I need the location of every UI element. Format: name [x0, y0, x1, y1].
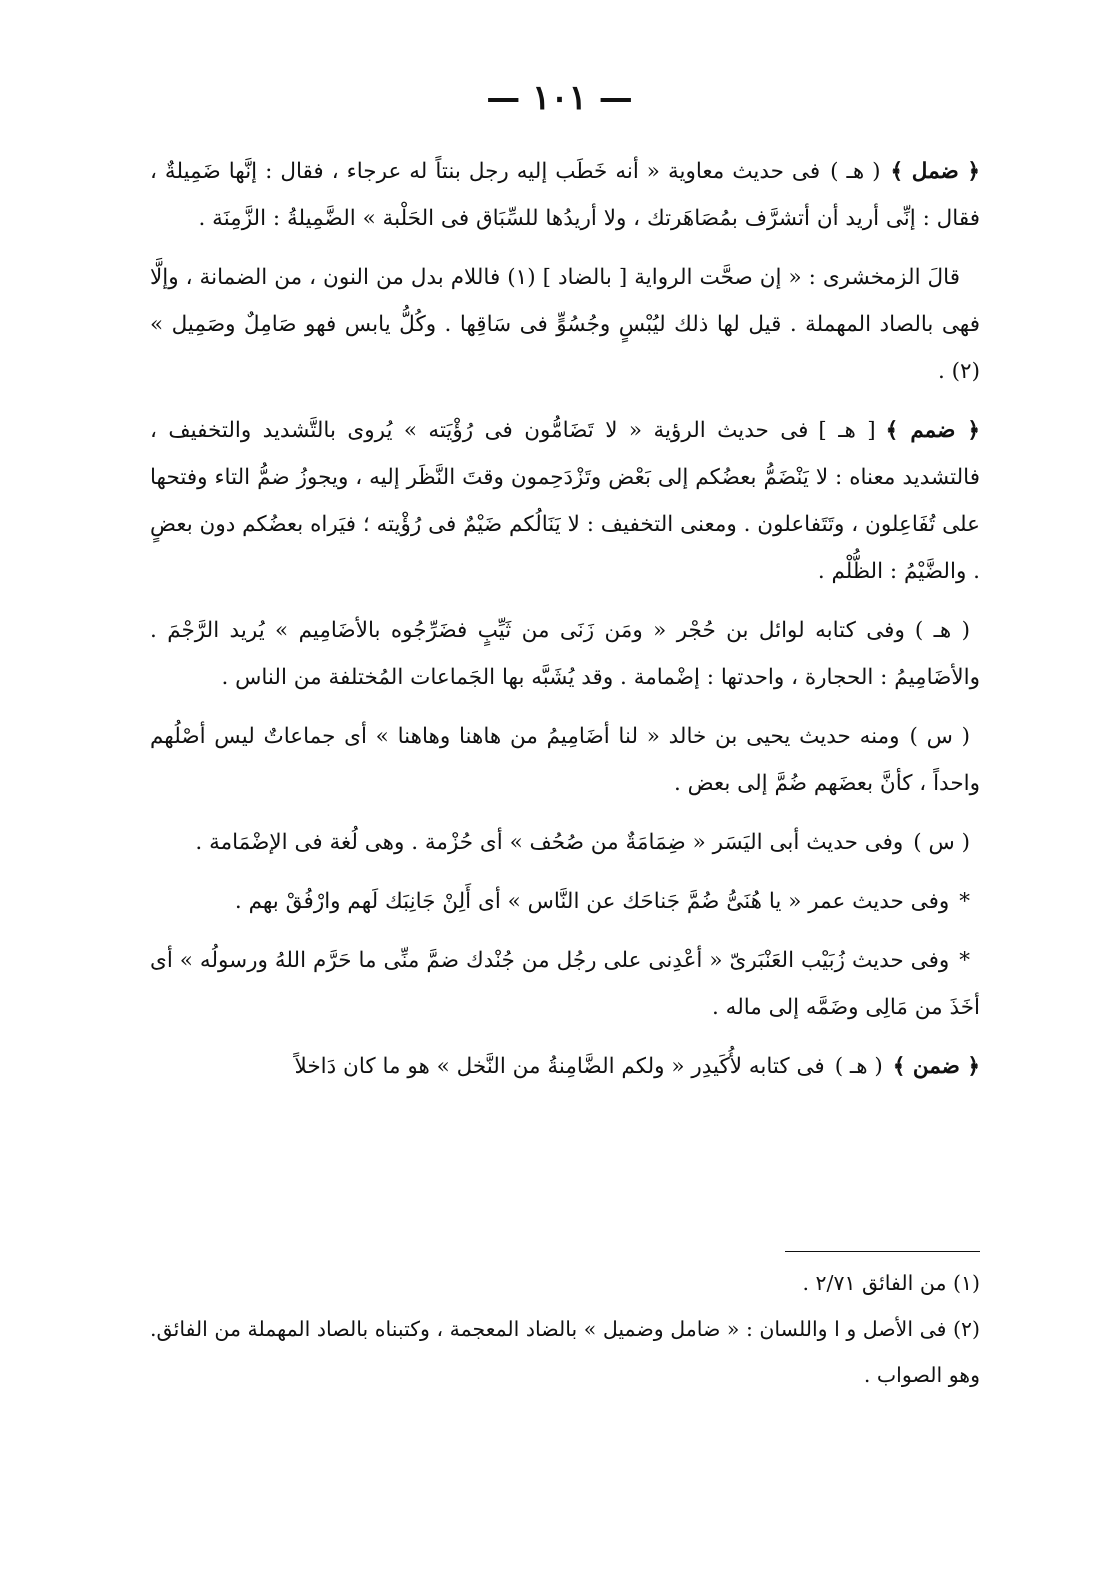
footnote-2: (٢) فى الأصل و ا واللسان : « ضامل وضميل » بالضاد المعجمة ، وكتبناه بالصاد المهملة من الفائق. وهو الصواب . — [150, 1317, 980, 1387]
paragraph-1 — [150, 148, 980, 242]
source-siglum: ( هـ ) — [834, 1054, 883, 1079]
paragraph-text: وفى حديث زُبَيْب العَنْبَرىّ « أعْدِنى على رجُل من جُنْدك ضمَّ منِّى ما حَرَّم اللهُ ورسولُه » أى أخَذَ من مَالِى وضَمَّه إلى ماله . — [150, 948, 980, 1020]
entry-heading: ﴿ ضمل ﴾ — [890, 159, 980, 184]
paragraph-text: فى حديث الرؤية « لا تَضَامُّون فى رُؤْيَته » يُروى بالتَّشديد والتخفيف ، فالتشديد معناه : لا يَنْضَمُّ بعضُكم إلى بَعْض وتَزْدَحِمون وقتَ النَّظَر إليه ، ويجوزُ ضمُّ التاء وفتحها على تُفَاعِلون ، وتَتَفاعلون . ومعنى التخفيف : لا يَنَالُكم ضَيْمٌ فى رُؤْيته ؛ فيَراه بعضُكم دون بعضٍ . والضَّيْمُ : الظُّلْم . — [150, 418, 980, 584]
source-siglum: ( هـ ) — [914, 618, 970, 643]
paragraph-text: وفى كتابه لوائل بن حُجْر « ومَن زَنَى من ثَيِّبٍ فضَرِّجُوه بالأضَامِيم » يُريد الرَّجْمَ . والأضَامِيمُ : الحجارة ، واحدتها : إضْمامة . وقد يُشَبَّه بها الجَماعات المُختلفة من الناس . — [150, 618, 980, 690]
paragraph-text: وفى حديث أبى اليَسَر « ضِمَامَةٌ من صُحُف » أى حُزْمة . وهى لُغة فى الإضْمَامة . — [195, 830, 904, 855]
paragraph-8 — [150, 937, 980, 1031]
paragraph-4 — [150, 607, 980, 701]
footnote-1: (١) من الفائق ٢/٧١ . — [802, 1271, 980, 1295]
source-siglum: ( هـ ) — [830, 159, 881, 184]
paragraph-5 — [150, 713, 980, 807]
page-number: — ١٠١ — — [486, 78, 633, 118]
entry-heading: ﴿ ضمم ﴾ — [885, 418, 980, 443]
paragraph-6 — [150, 819, 980, 866]
paragraph-2 — [150, 254, 980, 395]
paragraph-7 — [150, 878, 980, 925]
source-siglum: ( س ) — [913, 830, 970, 855]
source-siglum: * — [959, 948, 970, 973]
paragraph-text: فى حديث معاوية « أنه خَطَب إليه رجل بنتاً له عرجاء ، فقال : إنَّها ضَمِيلةٌ ، فقال : إنِّى أريد أن أتشرَّف بمُصَاهَرتك ، ولا أريدُها للسِّبَاق فى الحَلْبة » الضَّمِيلةُ : الزَّمِنَة . — [150, 159, 980, 231]
paragraph-9 — [150, 1043, 980, 1090]
paragraph-text: قالَ الزمخشرى : « إن صحَّت الرواية [ بالضاد ] (١) فاللام بدل من النون ، من الضمانة ، وإلَّا فهى بالصاد المهملة . قيل لها ذلك ليُبْسٍ وجُسُوٍّ فى سَاقِها . وكُلُّ يابس فهو صَامِلٌ وصَمِيل » (٢) . — [150, 265, 980, 384]
footnote-divider — [785, 1251, 980, 1252]
entry-heading: ﴿ ضمن ﴾ — [892, 1054, 980, 1079]
paragraph-text: وفى حديث عمر « يا هُنَىُّ ضُمَّ جَناحَك عن النَّاس » أى أَلِنْ جَانِبَك لَهم وارْفُقْ بهم . — [234, 889, 950, 914]
paragraph-3 — [150, 407, 980, 595]
main-text — [150, 148, 980, 1102]
paragraph-text: ومنه حديث يحيى بن خالد « لنا أضَامِيمُ من هاهنا وهاهنا » أى جماعاتٌ ليس أصْلُهم واحداً ، كأنَّ بعضَهم ضُمَّ إلى بعض . — [150, 724, 980, 796]
source-siglum: ( س ) — [909, 724, 970, 749]
footnotes — [150, 1260, 980, 1398]
paragraph-text: فى كتابه لأُكَيدِر « ولكم الضَّامِنةُ من النَّخل » هو ما كان دَاخلاً — [294, 1054, 825, 1079]
source-siglum: * — [959, 889, 970, 914]
source-siglum: [ هـ ] — [818, 418, 876, 443]
